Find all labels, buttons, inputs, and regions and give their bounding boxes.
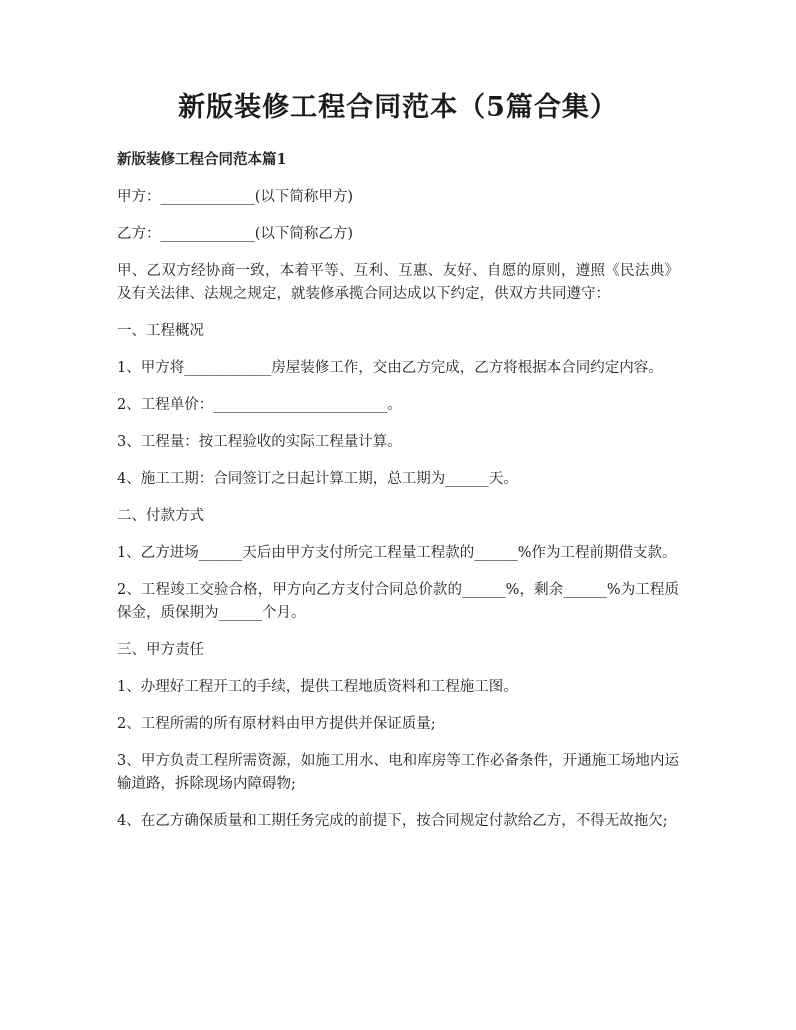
clause-3-3: 3、甲方负责工程所需资源，如施工用水、电和库房等工作必备条件，开通施工场地内运输道路，拆除现场内障碍物; [117,753,679,792]
section-heading-contract-1: 新版装修工程合同范本篇1 [117,151,287,168]
clause-3-4: 4、在乙方确保质量和工期任务完成的前提下，按合同规定付款给乙方，不得无故拖欠; [117,813,668,829]
document-title: 新版装修工程合同范本（5篇合集） [178,92,618,123]
preamble-paragraph: 甲、乙双方经协商一致，本着平等、互利、互惠、友好、自愿的原则，遵照《民法典》及有关法律、法规之规定，就装修承揽合同达成以下约定，供双方共同遵守： [117,263,679,302]
section-heading-party-a-duties: 三、甲方责任 [117,642,204,658]
clause-2-1: 1、乙方进场______天后由甲方支付所完工程量工程款的______%作为工程前期借支款。 [117,545,677,561]
clause-3-1: 1、办理好工程开工的手续，提供工程地质资料和工程施工图。 [117,679,518,695]
document-body [117,148,679,847]
section-heading-overview: 一、工程概况 [117,323,204,339]
clause-3-2: 2、工程所需的所有原材料由甲方提供并保证质量; [117,716,436,732]
clause-1-3: 3、工程量：按工程验收的实际工程量计算。 [117,434,402,450]
section-heading-payment: 二、付款方式 [117,508,204,524]
party-a-line: 甲方：_____________(以下简称甲方) [117,189,354,205]
party-b-line: 乙方：_____________(以下简称乙方) [117,226,354,242]
clause-1-2: 2、工程单价：________________________。 [117,397,402,413]
clause-1-1: 1、甲方将____________房屋装修工作，交由乙方完成，乙方将根据本合同约定内容。 [117,360,663,376]
clause-2-2: 2、工程竣工交验合格，甲方向乙方支付合同总价款的______%，剩余______%为工程质保金，质保期为______个月。 [117,582,679,621]
clause-1-4: 4、施工工期：合同签订之日起计算工期，总工期为______天。 [117,471,518,487]
